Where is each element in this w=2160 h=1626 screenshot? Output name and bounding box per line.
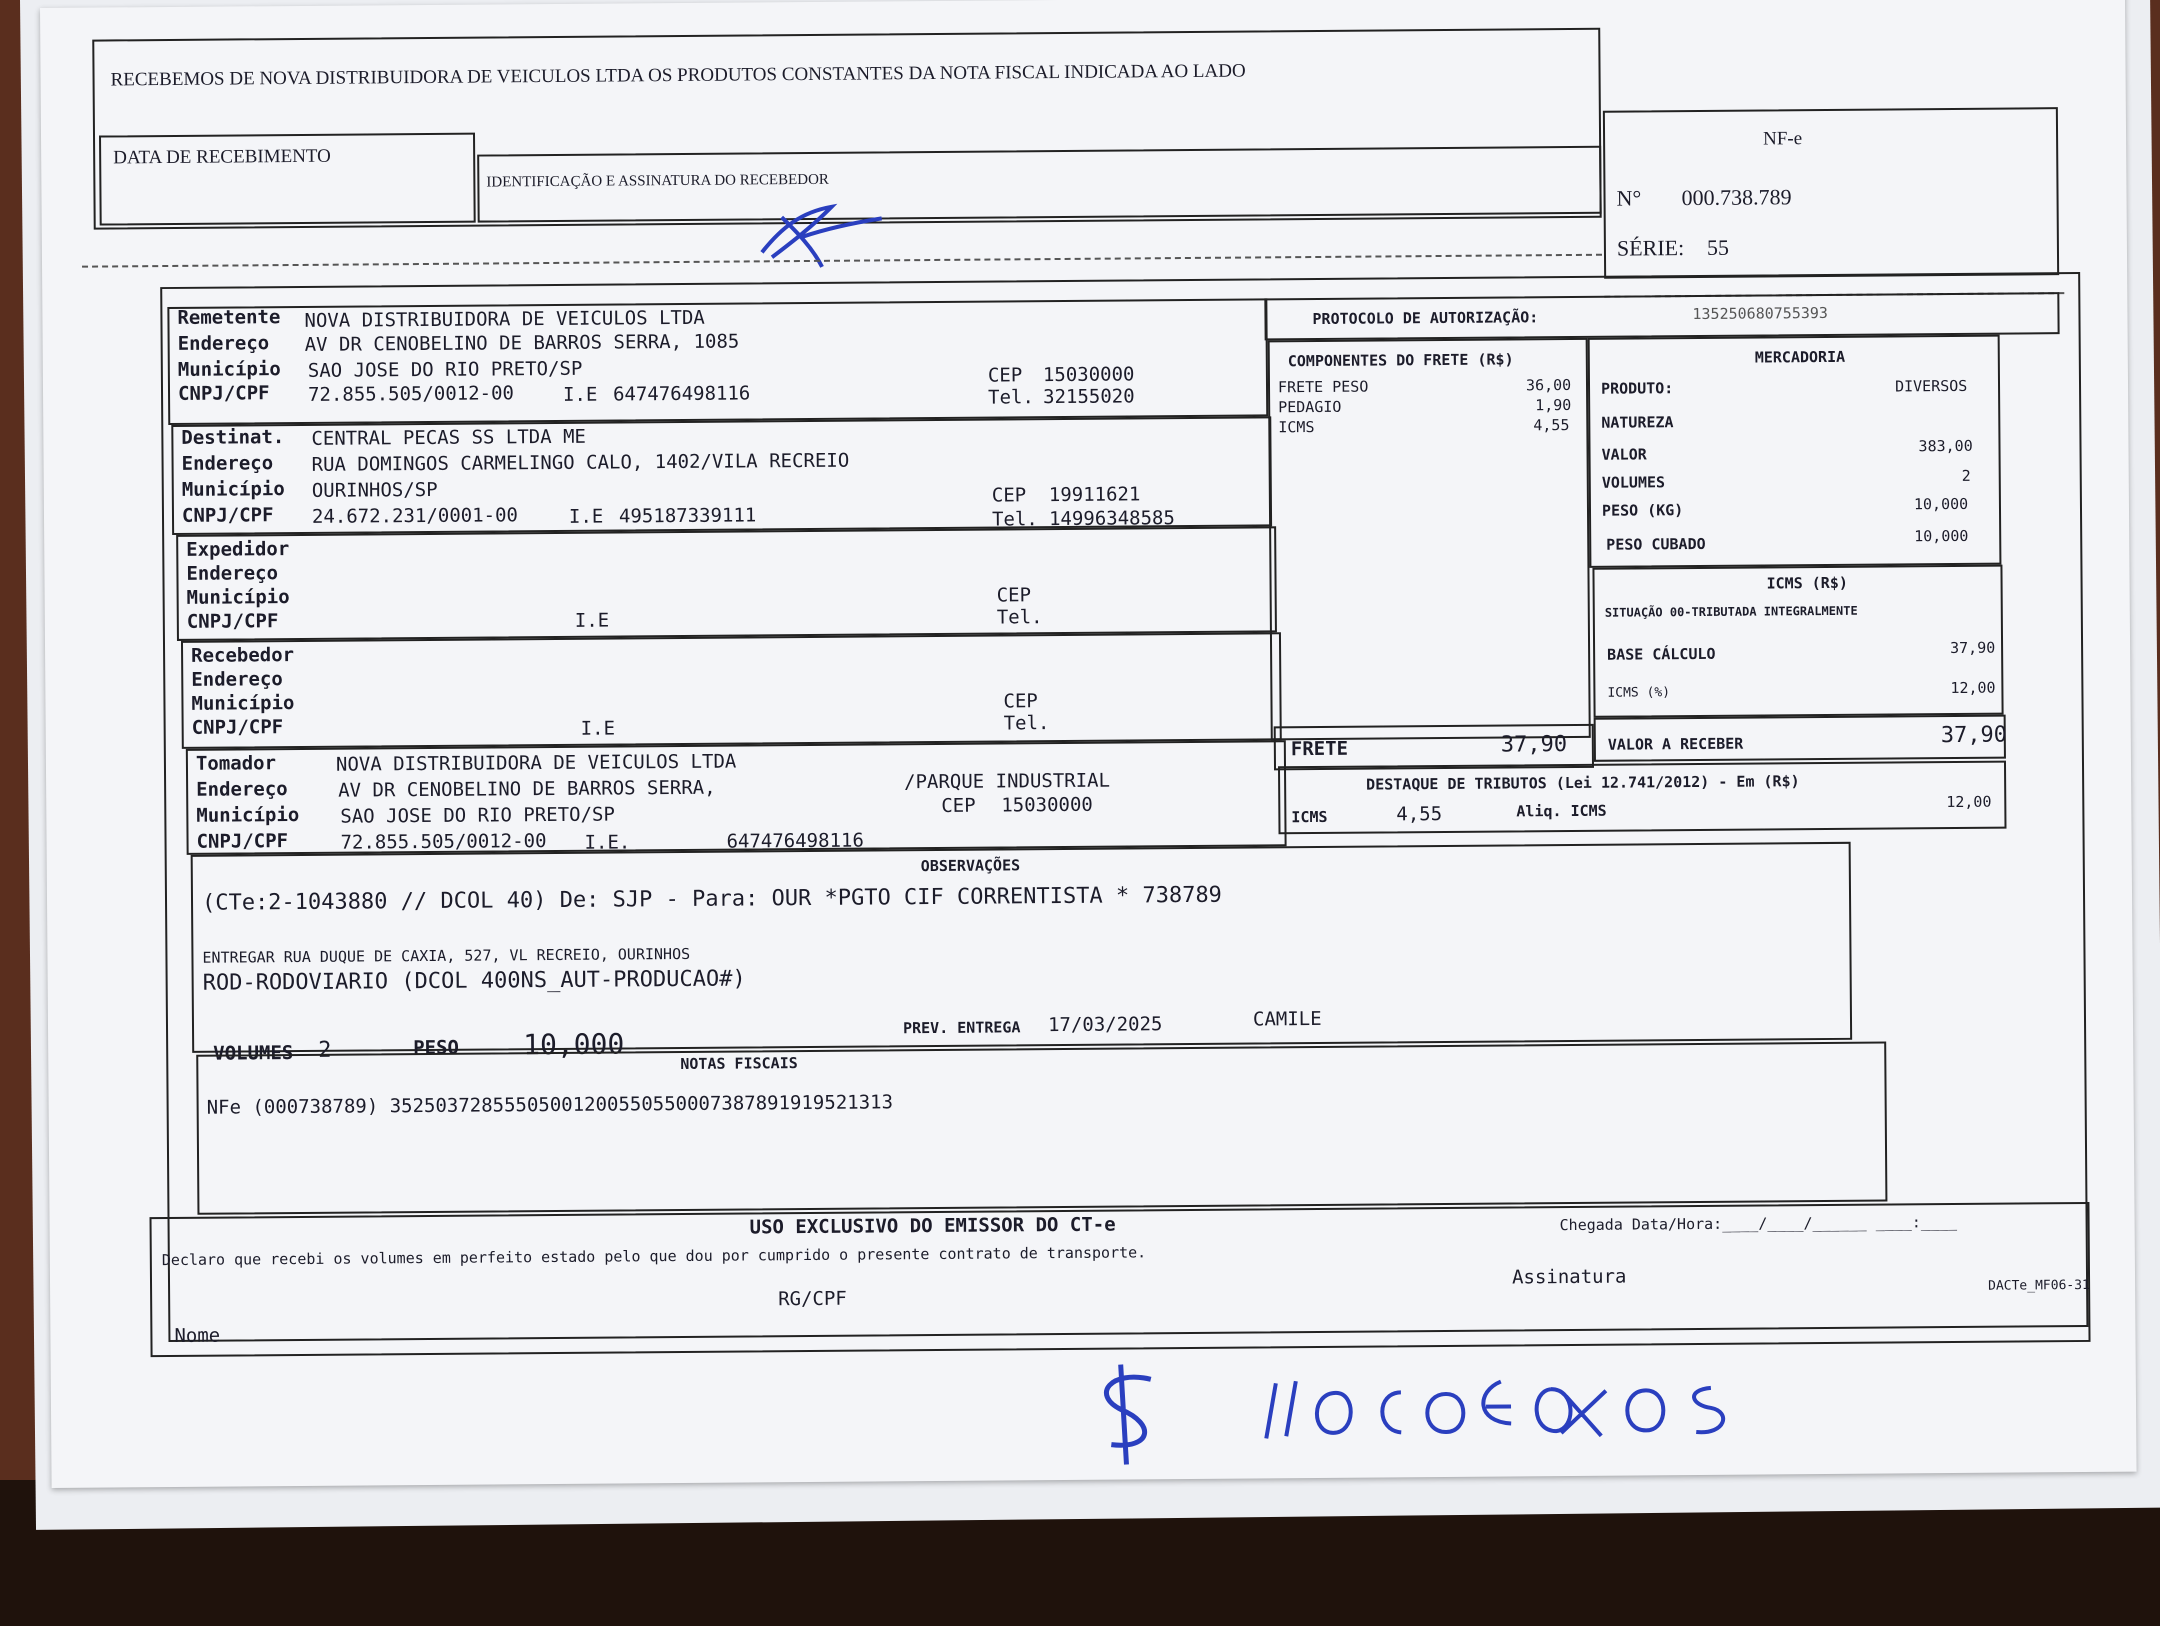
remetente-cnpj: 72.855.505/0012-00	[307, 382, 515, 406]
expedidor-cnpj-label: CNPJ/CPF	[186, 610, 279, 633]
componentes-title: COMPONENTES DO FRETE (R$)	[1287, 350, 1514, 371]
volumes-value: 2	[1961, 466, 1971, 485]
icms-title: ICMS (R$)	[1766, 573, 1848, 593]
tomador-end-label: Endereço	[196, 778, 288, 801]
remetente-mun-label: Município	[177, 358, 281, 381]
peso-value: 10,000	[1913, 494, 1969, 514]
recebedor-label: Recebedor	[191, 644, 295, 667]
remetente-nome: NOVA DISTRIBUIDORA DE VEICULOS LTDA	[304, 306, 705, 332]
obs-peso-value: 10,000	[523, 1027, 625, 1062]
declaracao-text: Declaro que recebi os volumes em perfeito estado pelo que dou por cumprido o presente contrato de transporte.	[161, 1243, 1147, 1270]
remetente-ie: 647476498116	[612, 382, 751, 406]
tomador-bairro: /PARQUE INDUSTRIAL	[904, 769, 1111, 794]
uso-exclusivo-label: USO EXCLUSIVO DO EMISSOR DO CT-e	[749, 1213, 1116, 1239]
destinatario-mun-label: Município	[181, 478, 285, 501]
recebedor-end-label: Endereço	[191, 668, 283, 691]
obs-volumes-label: VOLUMES	[213, 1042, 294, 1065]
base-calculo-value: 37,90	[1950, 638, 1996, 658]
observacoes-title: OBSERVAÇÕES	[920, 856, 1021, 876]
destinatario-end-label: Endereço	[181, 452, 274, 475]
icms-aliq-label: ICMS (%)	[1607, 685, 1671, 701]
valor-receber-label: VALOR A RECEBER	[1607, 734, 1744, 754]
icms-situacao: SITUAÇÃO 00-TRIBUTADA INTEGRALMENTE	[1604, 603, 1858, 620]
componentes-item-label: PEDAGIO	[1278, 397, 1342, 417]
numero-label: N°	[1616, 185, 1642, 211]
frete-value: 37,90	[1500, 732, 1568, 758]
remetente-municipio: SAO JOSE DO RIO PRETO/SP	[307, 357, 583, 382]
destinatario-ie: 495187339111	[618, 504, 757, 528]
remetente-ie-label: I.E	[562, 383, 598, 406]
destinatario-endereco: RUA DOMINGOS CARMELINGO CALO, 1402/VILA RECREIO	[311, 449, 850, 476]
assinatura-label: Assinatura	[1511, 1265, 1627, 1289]
obs-peso-label: PESO	[413, 1036, 460, 1060]
protocolo-label: PROTOCOLO DE AUTORIZAÇÃO:	[1312, 308, 1539, 329]
tomador-cnpj-label: CNPJ/CPF	[196, 830, 289, 853]
destinatario-municipio: OURINHOS/SP	[311, 478, 438, 502]
remetente-tel-label: Tel.	[988, 386, 1034, 409]
tributos-aliq-value: 12,00	[1946, 792, 1992, 812]
prev-entrega-label: PREV. ENTREGA	[902, 1018, 1021, 1038]
remetente-endereco: AV DR CENOBELINO DE BARROS SERRA, 1085	[304, 330, 740, 356]
remetente-label: Remetente	[177, 306, 281, 329]
destinatario-cep-label: CEP	[991, 484, 1027, 507]
volumes-label: VOLUMES	[1601, 473, 1666, 492]
expedidor-ie-label: I.E	[574, 609, 610, 632]
recebedor-cnpj-label: CNPJ/CPF	[191, 716, 284, 739]
nfe-chave: NFe (000738789) 35250372855505001200550550007387891919521313	[206, 1091, 894, 1119]
peso-cubado-value: 10,000	[1914, 526, 1969, 546]
frete-label: FRETE	[1290, 737, 1349, 761]
canhoto-header: RECEBEMOS DE NOVA DISTRIBUIDORA DE VEICULOS LTDA OS PRODUTOS CONSTANTES DA NOTA FISCAL INDICADA AO LADO	[110, 60, 1246, 91]
remetente-end-label: Endereço	[177, 332, 270, 355]
recebedor-mun-label: Município	[191, 692, 295, 715]
remetente-cnpj-label: CNPJ/CPF	[177, 382, 270, 405]
observacoes-line1: (CTe:2-1043880 // DCOL 40) De: SJP - Para: OUR *PGTO CIF CORRENTISTA * 738789	[201, 882, 1222, 916]
componentes-item-value: 4,55	[1533, 416, 1570, 435]
data-recebimento-label: DATA DE RECEBIMENTO	[113, 145, 331, 169]
expedidor-mun-label: Município	[186, 586, 290, 609]
destinatario-label: Destinat.	[181, 426, 285, 449]
natureza-label: NATUREZA	[1601, 413, 1674, 432]
notas-fiscais-title: NOTAS FISCAIS	[680, 1054, 798, 1074]
dacte-document	[40, 0, 2137, 1488]
recebedor-tel-label: Tel.	[1003, 712, 1050, 735]
recebedor-ie-label: I.E	[580, 717, 616, 740]
nome-label: Nome	[174, 1324, 221, 1347]
tomador-municipio: SAO JOSE DO RIO PRETO/SP	[340, 803, 615, 828]
expedidor-label: Expedidor	[186, 538, 290, 561]
remetente-tel: 32155020	[1043, 385, 1135, 409]
protocolo-value: 135250680755393	[1692, 303, 1828, 324]
handwritten-amount	[1071, 1349, 1832, 1475]
tomador-endereco: AV DR CENOBELINO DE BARROS SERRA,	[338, 776, 716, 802]
tributos-title: DESTAQUE DE TRIBUTOS (Lei 12.741/2012) - Em (R$)	[1366, 772, 1800, 794]
prev-entrega-value: 17/03/2025	[1047, 1013, 1163, 1037]
tributos-icms-value: 4,55	[1396, 803, 1443, 826]
destinatario-cep: 19911621	[1048, 483, 1141, 507]
produto-label: PRODUTO:	[1600, 379, 1674, 398]
tomador-ie-label: I.E.	[584, 831, 631, 854]
peso-cubado-label: PESO CUBADO	[1606, 534, 1706, 554]
valor-receber-value: 37,90	[1940, 722, 2008, 749]
tomador-nome: NOVA DISTRIBUIDORA DE VEICULOS LTDA	[335, 750, 737, 776]
notas-fiscais-box	[196, 1042, 1887, 1215]
expedidor-tel-label: Tel.	[996, 606, 1043, 629]
chegada-label: Chegada Data/Hora:____/____/______ ____:____	[1559, 1212, 1958, 1235]
destinatario-cnpj-label: CNPJ/CPF	[181, 504, 274, 527]
destinatario-cnpj: 24.672.231/0001-00	[311, 504, 518, 528]
componentes-item-label: FRETE PESO	[1277, 377, 1369, 397]
produto-value: DIVERSOS	[1894, 376, 1968, 396]
tomador-cep-label: CEP	[941, 794, 976, 817]
camile-label: CAMILE	[1252, 1007, 1322, 1031]
obs-volumes-value: 2	[318, 1037, 332, 1063]
tributos-aliq-label: Aliq. ICMS	[1516, 801, 1607, 821]
tomador-label: Tomador	[195, 752, 277, 775]
nfe-numero: 000.738.789	[1681, 184, 1792, 211]
destinatario-ie-label: I.E	[568, 505, 604, 528]
observacoes-line3: ROD-RODOVIARIO (DCOL 400NS_AUT-PRODUCAO#)	[202, 966, 746, 996]
destinatario-nome: CENTRAL PECAS SS LTDA ME	[311, 425, 587, 450]
dacte-code: DACTe_MF06-31	[1988, 1277, 2090, 1294]
tributos-box	[1278, 761, 2007, 835]
valor-value: 383,00	[1918, 436, 1973, 456]
observacoes-line2: ENTREGAR RUA DUQUE DE CAXIA, 527, VL RECREIO, OURINHOS	[202, 944, 691, 967]
tomador-cep: 15030000	[1001, 793, 1093, 817]
peso-label: PESO (KG)	[1601, 501, 1684, 520]
tributos-icms-label: ICMS	[1291, 807, 1328, 827]
ident-assinatura-label: IDENTIFICAÇÃO E ASSINATURA DO RECEBEDOR	[486, 171, 829, 191]
valor-label: VALOR	[1601, 445, 1647, 464]
expedidor-end-label: Endereço	[186, 562, 279, 585]
tomador-ie: 647476498116	[726, 829, 864, 853]
tomador-mun-label: Município	[196, 803, 300, 827]
componentes-item-value: 36,00	[1525, 375, 1572, 395]
recebedor-box	[181, 632, 1282, 749]
mercadoria-title: MERCADORIA	[1754, 347, 1846, 367]
recebedor-cep-label: CEP	[1003, 690, 1038, 713]
componentes-item-label: ICMS	[1278, 418, 1315, 437]
tomador-cnpj: 72.855.505/0012-00	[340, 830, 547, 854]
nfe-label: NF-e	[1762, 128, 1803, 150]
remetente-cep-label: CEP	[987, 364, 1023, 387]
rg-cpf-label: RG/CPF	[778, 1287, 847, 1311]
expedidor-cep-label: CEP	[996, 584, 1032, 607]
base-calculo-label: BASE CÁLCULO	[1607, 644, 1716, 664]
componentes-item-value: 1,90	[1535, 395, 1572, 415]
expedidor-box	[176, 526, 1277, 641]
remetente-cep: 15030000	[1042, 363, 1135, 387]
serie-label: SÉRIE:	[1616, 235, 1685, 261]
destinatario-tel: 14996348585	[1048, 507, 1175, 531]
icms-aliq-value: 12,00	[1950, 678, 1996, 698]
destinatario-tel-label: Tel.	[991, 508, 1038, 531]
recebedor-signature	[742, 196, 893, 277]
serie-value: 55	[1706, 234, 1730, 260]
